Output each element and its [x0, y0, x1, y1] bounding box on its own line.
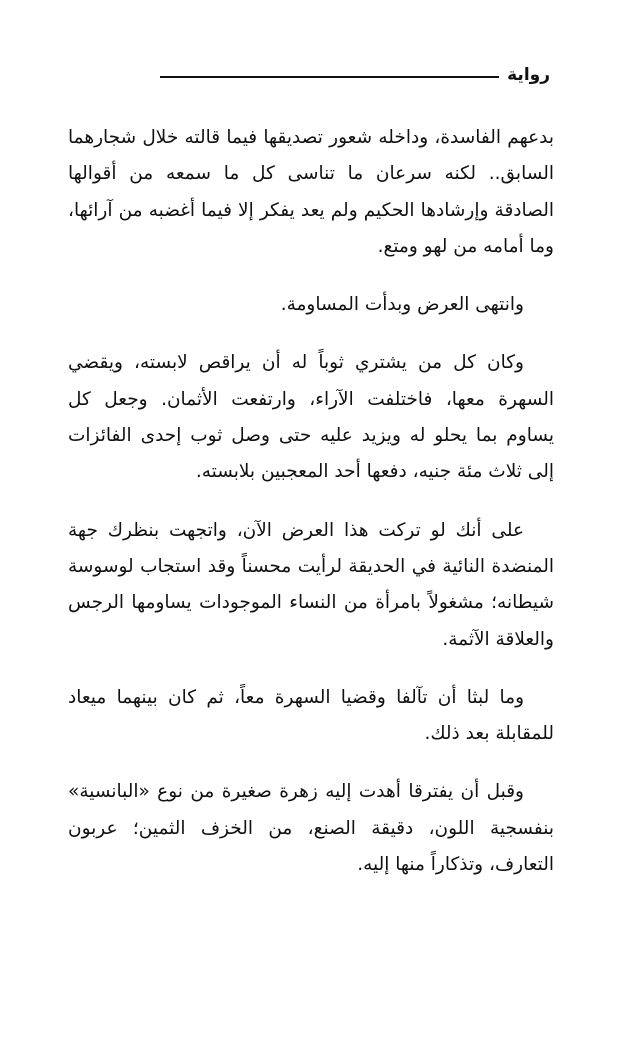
paragraph-5: وما لبثا أن تآلفا وقضيا السهرة معاً، ثم كان بينهما ميعاد للمقابلة بعد ذلك. — [68, 686, 554, 745]
paragraph-3: وكان كل من يشتري ثوباً له أن يراقص لابسته، ويقضي السهرة معها، فاختلفت الآراء، وارتفعت الأثمان. وجعل كل يساوم بما يحلو له ويزيد عليه حتى وصل ثوب إحدى الفائزات إلى ثلاث مئة جنيه، دفعها أحد المعجبين بلابسته. — [68, 352, 554, 483]
paragraph-2: وانتهى العرض وبدأت المساومة. — [280, 294, 524, 316]
paragraph-6: وقبل أن يفترقا أهدت إليه زهرة صغيرة من نوع «البانسية» بنفسجية اللون، دقيقة الصنع، من الخزف الثمين؛ عربون التعارف، وتذكاراً منها إليه. — [68, 781, 554, 876]
header-rule — [160, 76, 499, 78]
body-text — [68, 120, 554, 905]
paragraph-4: على أنك لو تركت هذا العرض الآن، واتجهت بنظرك جهة المنضدة النائية في الحديقة لرأيت محسناً وقد استجاب لوسوسة شيطانه؛ مشغولاً بامرأة من النساء الموجودات يساومها الرجس والعلاقة الآثمة. — [68, 519, 554, 650]
running-header — [160, 60, 550, 90]
paragraph-1: بدعهم الفاسدة، وداخله شعور تصديقها فيما قالته خلال شجارهما السابق.. لكنه سرعان ما تناسى كل ما سمعه من أقوالها الصادقة وإرشادها الحكيم ولم يعد يفكر إلا فيما أغضبه من آرائها، وما أمامه من لهو ومتع. — [68, 127, 554, 257]
running-header-title: رواية — [507, 65, 550, 85]
